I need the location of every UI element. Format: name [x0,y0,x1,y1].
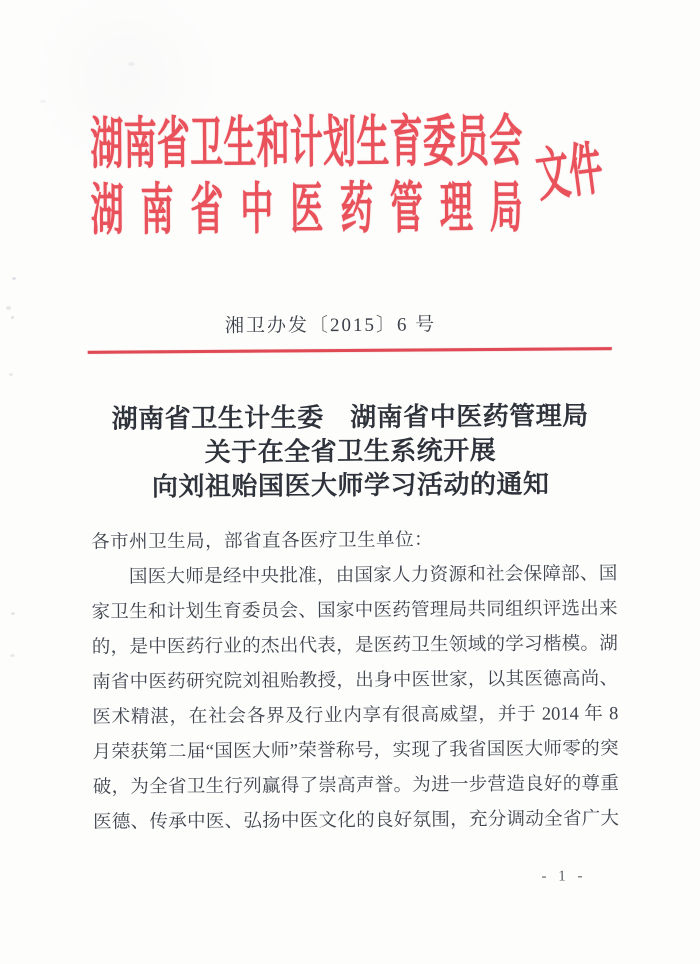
scan-artifact [40,100,46,103]
body-text-line: 医术精湛，在社会各界及行业内享有很高威望，并于 2014 年 8 [92,704,619,728]
scan-artifact [12,277,16,280]
scan-artifact [9,373,13,376]
body-text-line: 国医大师是经中央批准，由国家人力资源和社会保障部、国 [91,564,618,588]
body-text-line: 南省中医药研究院刘祖贻教授，出身中医世家，以其医德高尚、 [92,669,619,693]
body-text-line: 破，为全省卫生行列赢得了崇高声誉。为进一步营造良好的尊重 [92,774,619,798]
page-number: - 1 - [541,868,587,885]
scan-artifact [6,306,11,310]
body-text-line: 家卫生和计划生育委员会、国家中医药管理局共同组织评选出来 [91,599,618,623]
scan-artifact [11,612,15,615]
doc-number: 湘卫办发〔2015〕6 号 [224,314,437,337]
body-text-line: 的，是中医药行业的杰出代表，是医药卫生领域的学习楷模。湖 [91,634,618,658]
scan-artifact [10,654,15,657]
red-rule-divider [88,347,612,354]
document-title [80,399,621,505]
title-line-3: 向刘祖贻国医大师学习活动的通知 [151,469,550,502]
letterhead-org-line-1: 湖南省卫生和计划生育委员会 [90,112,523,177]
letterhead [90,111,523,247]
doc-type-label: 文件 [532,138,607,210]
body-text-line: 月荣获第二届“国医大师”荣誉称号，实现了我省国医大师零的突 [92,739,619,763]
body-salutation: 各市州卫生局，部省直各医疗卫生单位： [91,530,434,553]
body-text-line: 医德、传承中医、弘扬中医文化的良好氛围，充分调动全省广大 [92,809,620,833]
letterhead-org-line-2: 湖南省中医药管理局 [90,178,523,244]
title-line-2: 关于在全省卫生系统开展 [204,435,497,468]
scan-artifact [11,316,14,319]
title-line-1: 湖南省卫生计生委 湖南省中医药管理局 [111,401,589,434]
document-body [91,522,619,841]
scan-artifact [128,62,135,66]
